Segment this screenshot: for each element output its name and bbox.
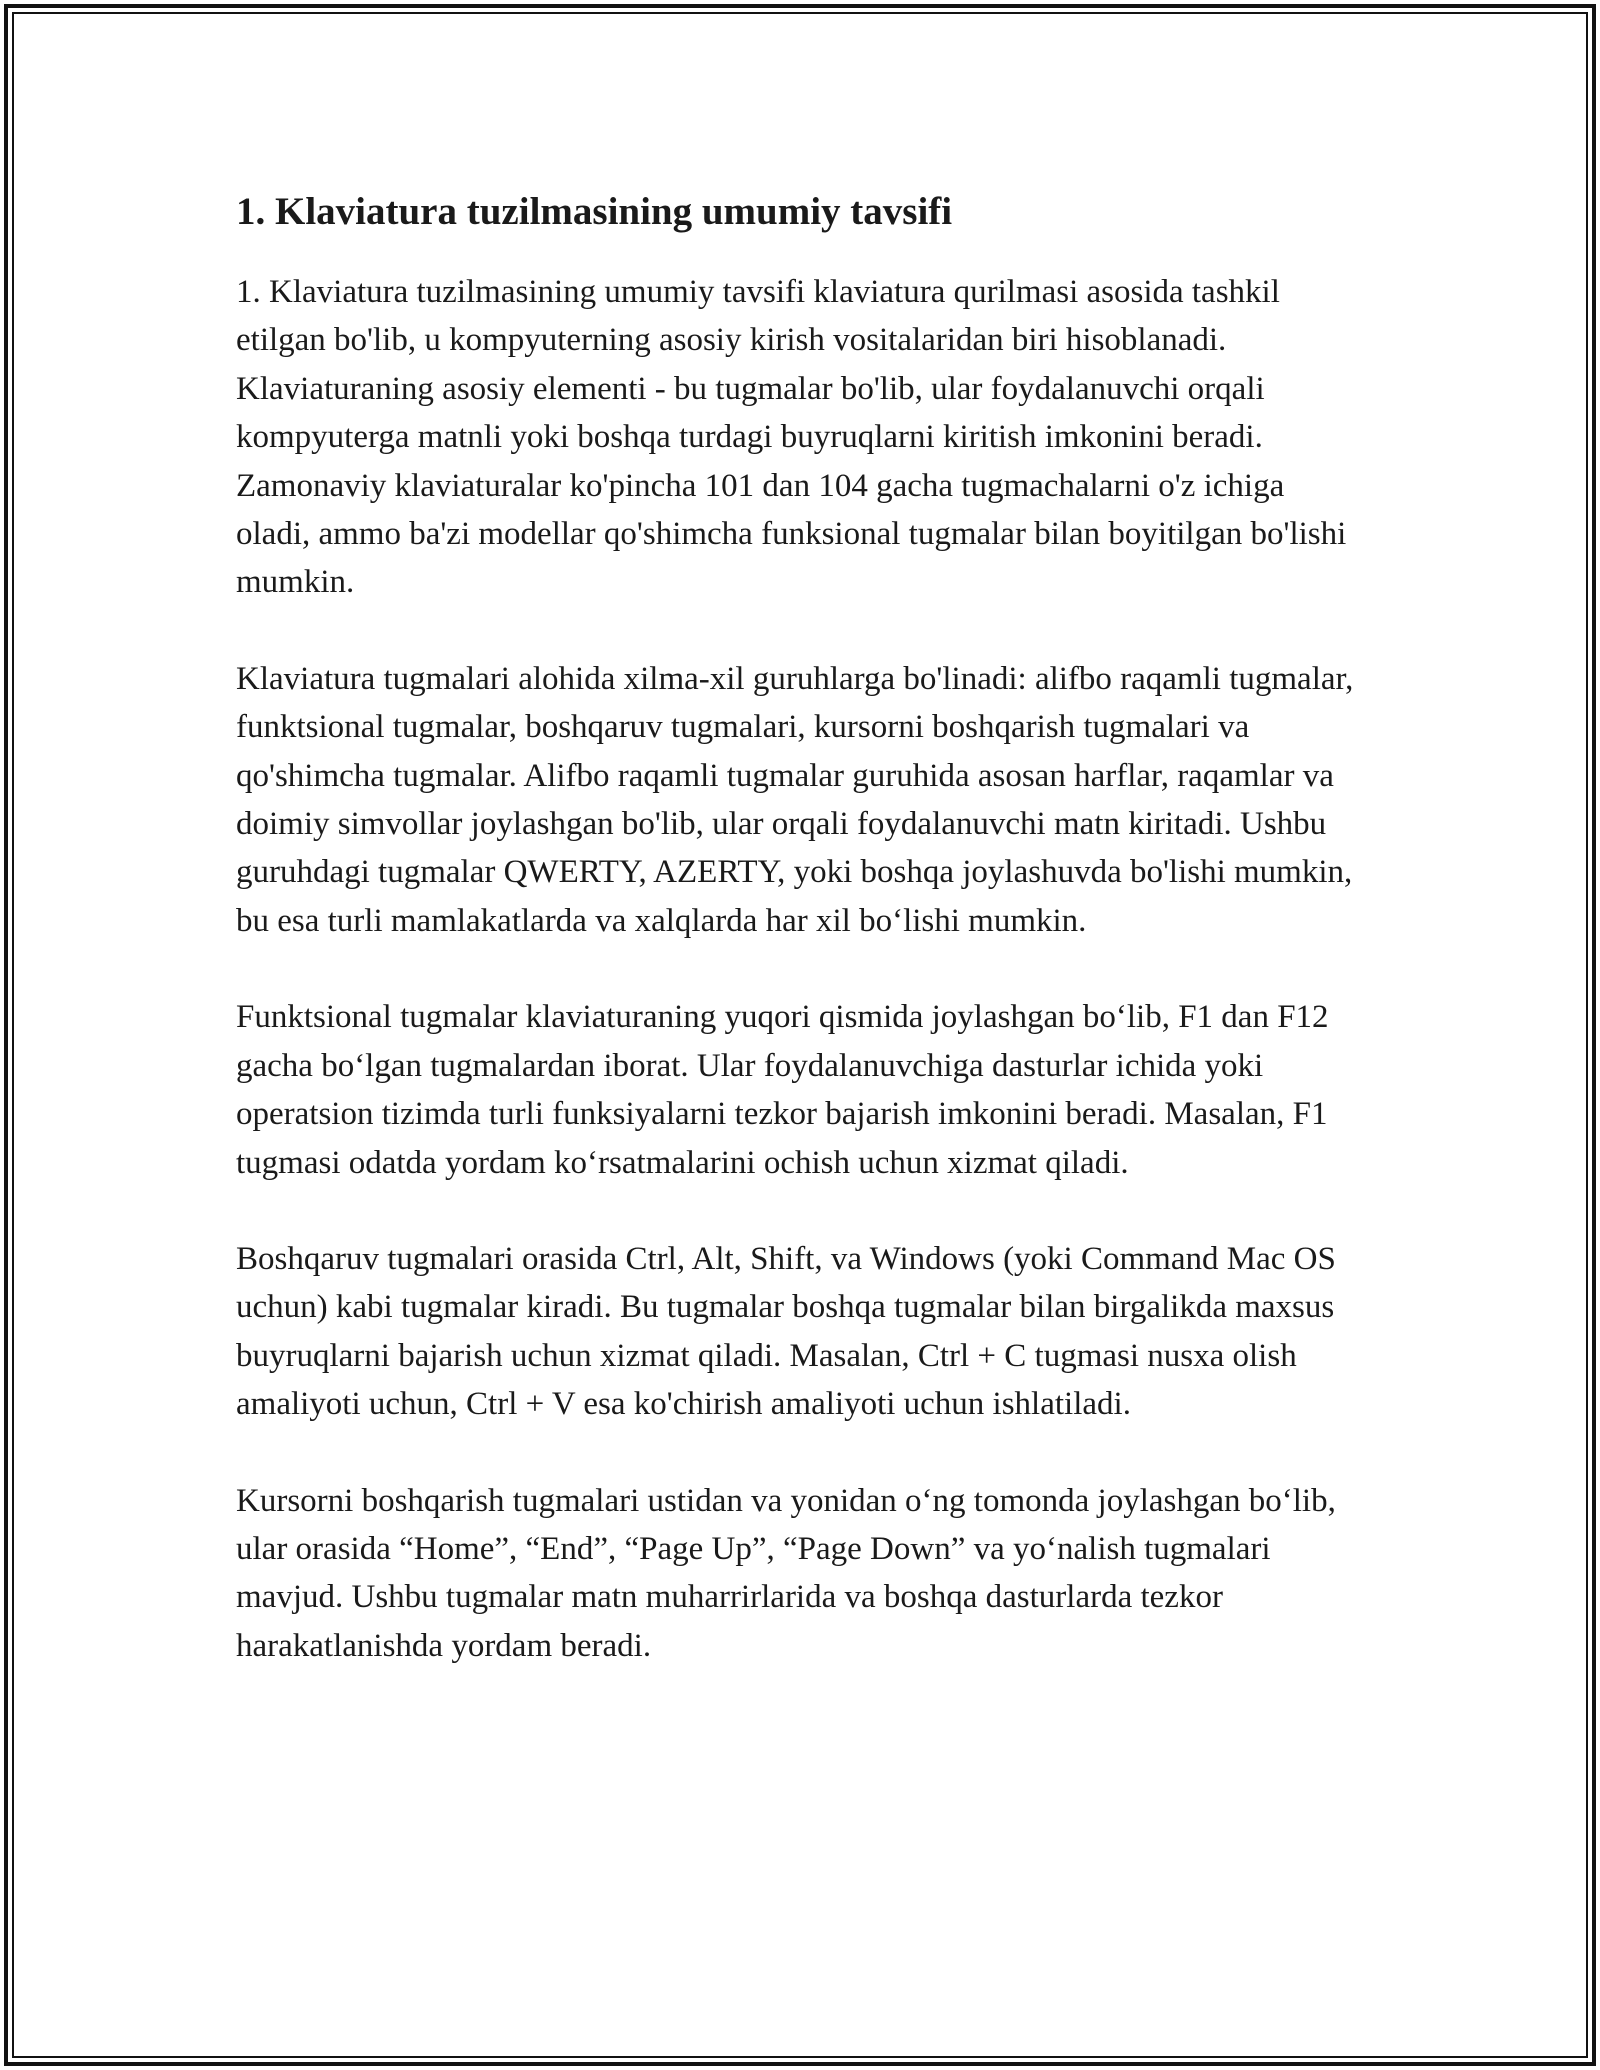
paragraph-control-keys: Boshqaruv tugmalari orasida Ctrl, Alt, Shift, va Windows (yoki Command Mac OS uchun) kabi tugmalar kiradi. Bu tugmalar boshqa tugmalar bilan birgalikda maxsus buyruqlarni bajarish uchun xizmat qiladi. Masalan, Ctrl + C tugmasi nusxa olish amaliyoti uchun, Ctrl + V esa ko'chirish amaliyoti uchun ishlatiladi. [236, 1240, 1336, 1423]
paragraph-function-keys: Funktsional tugmalar klaviaturaning yuqori qismida joylashgan bo‘lib, F1 dan F12 gacha bo‘lgan tugmalardan iborat. Ular foydalanuvchiga dasturlar ichida yoki operatsion tizimda turli funksiyalarni tezkor bajarish imkonini beradi. Masalan, F1 tugmasi odatda yordam ko‘rsatmalarini ochish uchun xizmat qiladi. [236, 999, 1329, 1181]
paragraph-cursor-keys: Kursorni boshqarish tugmalari ustidan va yonidan o‘ng tomonda joylashgan bo‘lib, ular orasida “Home”, “End”, “Page Up”, “Page Down” va yo‘nalish tugmalari mavjud. Ushbu tugmalar matn muharrirlarida va boshqa dasturlarda tezkor harakatlanishda yordam beradi. [236, 1482, 1336, 1664]
paragraph-intro: 1. Klaviatura tuzilmasining umumiy tavsifi klaviatura qurilmasi asosida tashkil etilgan bo'lib, u kompyuterning asosiy kirish vositalaridan biri hisoblanadi. Klaviaturaning asosiy elementi - bu tugmalar bo'lib, ular foydalanuvchi orqali kompyuterga matnli yoki boshqa turdagi buyruqlarni kiritish imkonini beradi. Zamonaviy klaviaturalar ko'pincha 101 dan 104 gacha tugmachalarni o'z ichiga oladi, ammo ba'zi modellar qo'shimcha funksional tugmalar bilan boyitilgan bo'lishi mumkin. [236, 274, 1347, 601]
document-body [236, 186, 1366, 1718]
page-title: 1. Klaviatura tuzilmasining umumiy tavsifi [236, 190, 953, 233]
paragraph-key-groups: Klaviatura tugmalari alohida xilma-xil guruhlarga bo'linadi: alifbo raqamli tugmalar, funktsional tugmalar, boshqaruv tugmalari, kursorni boshqarish tugmalari va qo'shimcha tugmalar. Alifbo raqamli tugmalar guruhida asosan harflar, raqamlar va doimiy simvollar joylashgan bo'lib, ular orqali foydalanuvchi matn kiritadi. Ushbu guruhdagi tugmalar QWERTY, AZERTY, yoki boshqa joylashuvda bo'lishi mumkin, bu esa turli mamlakatlarda va xalqlarda har xil bo‘lishi mumkin. [236, 660, 1354, 939]
